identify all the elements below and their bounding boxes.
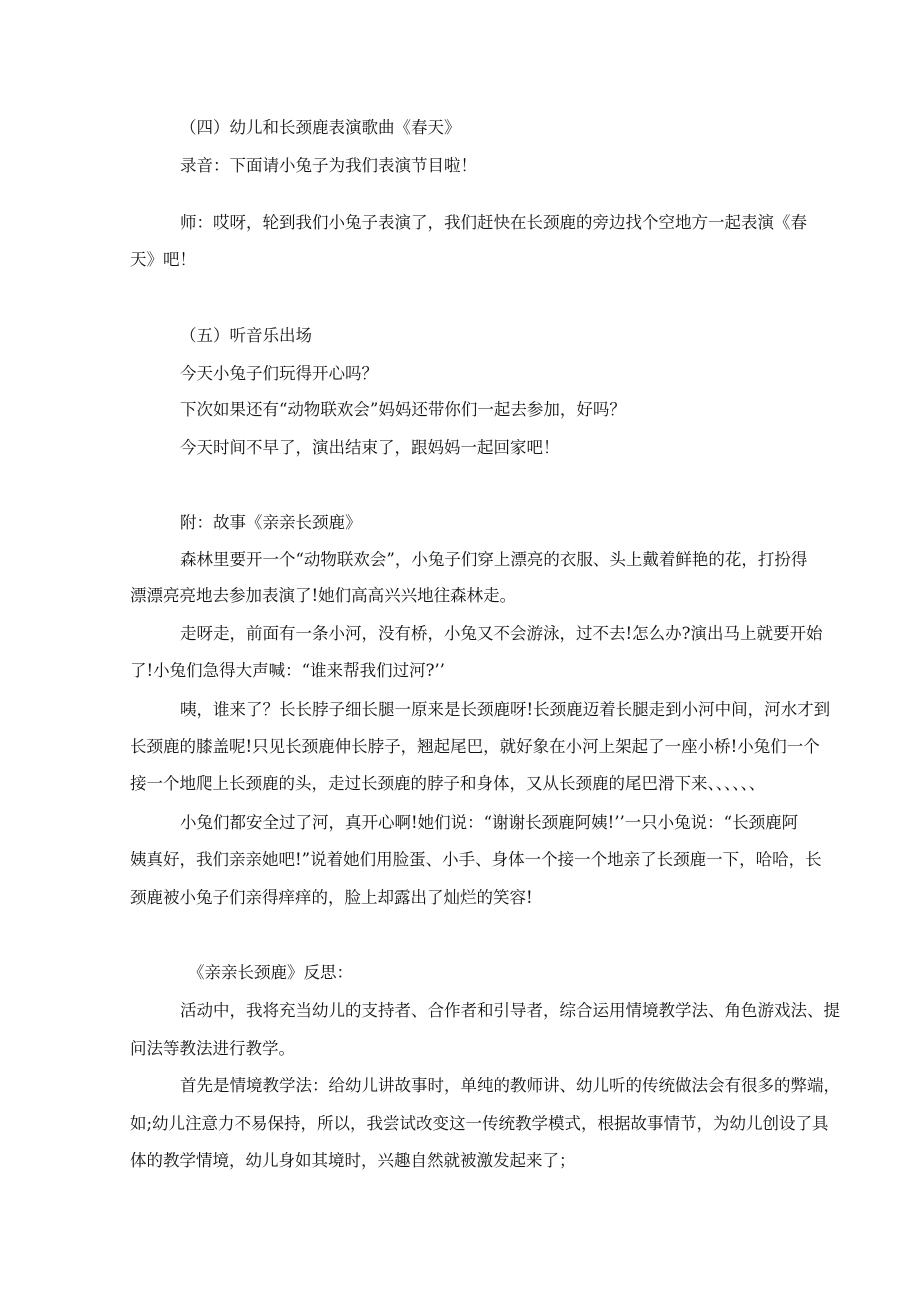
paragraph-line: 了!小兔们急得大声喊：“谁来帮我们过河?’’	[130, 661, 445, 680]
paragraph-line: 森林里要开一个“动物联欢会”，小兔子们穿上漂亮的衣服、头上戴着鲜艳的花，打扮得	[180, 550, 808, 569]
paragraph-line: 姨真好，我们亲亲她吧!”说着她们用脸蛋、小手、身体一个接一个地亲了长颈鹿一下，哈哈，长	[130, 850, 822, 869]
paragraph-line: 漂漂亮亮地去参加表演了!她们高高兴兴地往森林走。	[130, 586, 517, 605]
paragraph-line: 如;幼儿注意力不易保持，所以，我尝试改变这一传统教学模式，根据故事情节，为幼儿创设了具	[130, 1114, 829, 1133]
paragraph-line: 接一个地爬上长颈鹿的头，走过长颈鹿的脖子和身体，又从长颈鹿的尾巴滑下来、、、、、、	[130, 774, 766, 793]
paragraph-line: 今天时间不早了，演出结束了，跟妈妈一起回家吧！	[180, 438, 560, 457]
paragraph-line: 师：哎呀，轮到我们小兔子表演了，我们赶快在长颈鹿的旁边找个空地方一起表演《春	[180, 213, 807, 232]
paragraph-line: 咦，谁来了？长长脖子细长腿一原来是长颈鹿呀!长颈鹿迈着长腿走到小河中间，河水才到	[180, 700, 831, 719]
paragraph-line: 体的教学情境，幼儿身如其境时，兴趣自然就被激发起来了；	[130, 1151, 576, 1170]
paragraph-line: 走呀走，前面有一条小河，没有桥，小兔又不会游泳，过不去!怎么办?演出马上就要开始	[180, 624, 823, 643]
heading-section-5: （五）听音乐出场	[180, 326, 312, 345]
heading-reflection: 《亲亲长颈鹿》反思：	[188, 963, 353, 982]
paragraph-line: 长颈鹿的膝盖呢!只见长颈鹿伸长脖子，翘起尾巴，就好象在小河上架起了一座小桥!小兔们一个	[130, 737, 820, 756]
paragraph-line: 小兔们都安全过了河，真开心啊!她们说：“谢谢长颈鹿阿姨!’’一只小兔说：“长颈鹿阿	[180, 813, 799, 832]
paragraph-line: 颈鹿被小兔子们亲得痒痒的，脸上却露出了灿烂的笑容!	[130, 888, 533, 907]
paragraph-line: 问法等教法进行教学。	[130, 1039, 295, 1058]
paragraph-line: 录音：下面请小兔子为我们表演节目啦！	[180, 156, 477, 175]
heading-appendix-story: 附：故事《亲亲长颈鹿》	[180, 513, 362, 532]
paragraph-line: 下次如果还有“动物联欢会”妈妈还带你们一起去参加，好吗？	[180, 400, 626, 419]
heading-section-4: （四）幼儿和长颈鹿表演歌曲《春天》	[180, 118, 461, 137]
paragraph-line: 天》吧！	[130, 250, 196, 269]
paragraph-line: 活动中，我将充当幼儿的支持者、合作者和引导者，综合运用情境教学法、角色游戏法、提	[180, 1001, 840, 1020]
paragraph-line: 首先是情境教学法：给幼儿讲故事时，单纯的教师讲、幼儿听的传统做法会有很多的弊端，	[180, 1076, 840, 1095]
paragraph-line: 今天小兔子们玩得开心吗？	[180, 364, 378, 383]
